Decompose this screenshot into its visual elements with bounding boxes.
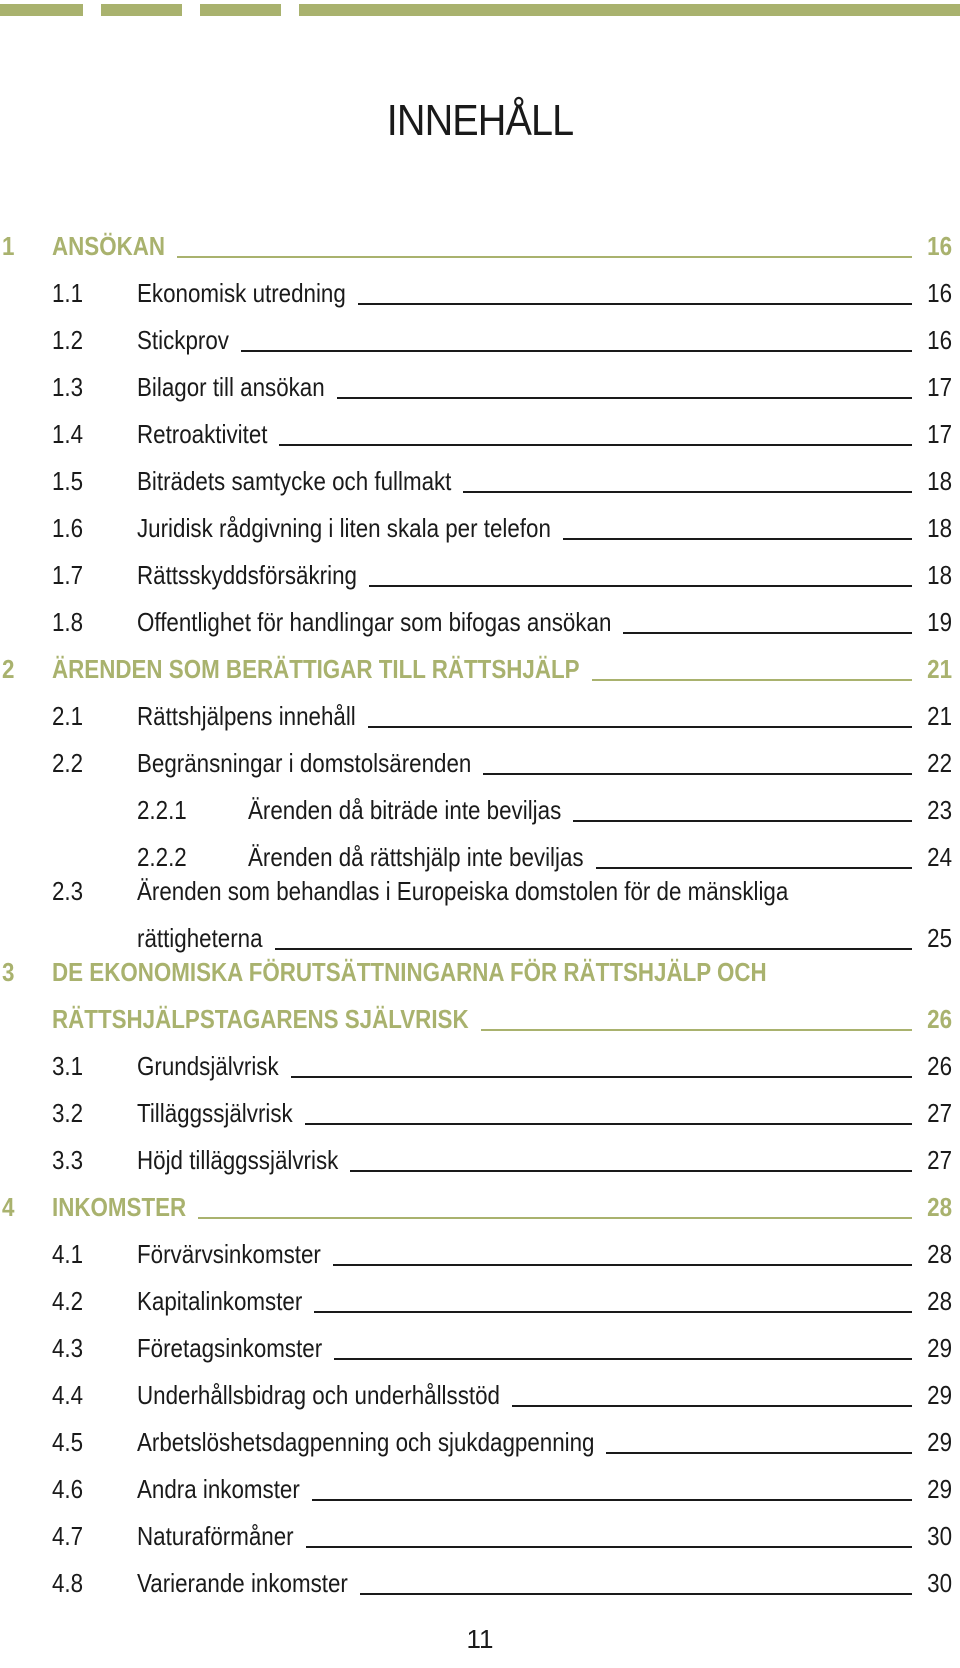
header-bar [101,4,182,16]
toc-leader [305,1123,912,1125]
toc-entry[interactable] [0,1136,960,1183]
toc-title: Ekonomisk utredning [137,278,346,308]
toc-title: Kapitalinkomster [137,1286,303,1316]
toc-title: Rättshjälpens innehåll [137,701,356,731]
toc-number: 4.8 [52,1568,84,1598]
toc-leader [350,1170,912,1172]
toc-title: Biträdets samtycke och fullmakt [137,466,452,496]
toc-number: 3.1 [52,1051,84,1081]
toc-entry[interactable] [0,457,960,504]
toc-page-number: 16 [927,325,952,355]
toc-page-number: 23 [927,795,952,825]
toc-page-number: 30 [927,1568,952,1598]
toc-leader [241,350,912,352]
toc-number: 4.4 [52,1380,84,1410]
toc-page-number: 26 [927,1004,952,1034]
toc-title: INKOMSTER [52,1192,187,1222]
table-of-contents [0,222,960,1606]
toc-number: 1.1 [52,278,84,308]
toc-title: ANSÖKAN [52,231,166,261]
header-bar [0,4,83,16]
toc-entry[interactable] [0,598,960,645]
toc-entry[interactable] [0,504,960,551]
toc-number: 4.7 [52,1521,84,1551]
toc-leader [312,1499,912,1501]
toc-entry[interactable] [0,1371,960,1418]
toc-title: Varierande inkomster [137,1568,348,1598]
toc-title: Höjd tilläggssjälvrisk [137,1145,339,1175]
toc-entry[interactable] [0,1089,960,1136]
toc-page-number: 26 [927,1051,952,1081]
toc-leader [333,1264,912,1266]
page-title: INNEHÅLL [386,96,574,145]
toc-entry[interactable] [0,833,960,880]
toc-title: Ärenden då biträde inte beviljas [248,795,562,825]
toc-leader [463,491,912,493]
toc-entry[interactable] [0,410,960,457]
toc-entry[interactable] [0,316,960,363]
toc-entry[interactable] [0,269,960,316]
toc-entry[interactable] [0,1277,960,1324]
toc-entry[interactable] [0,645,960,692]
toc-page-number: 29 [927,1333,952,1363]
toc-entry[interactable] [0,1465,960,1512]
toc-number: 1.7 [52,560,84,590]
toc-page-number: 24 [927,842,952,872]
toc-entry[interactable] [0,1042,960,1089]
toc-leader [198,1217,912,1219]
toc-title: Offentlighet för handlingar som bifogas ansökan [137,607,612,637]
toc-entry[interactable] [0,876,960,961]
toc-leader [306,1546,912,1548]
toc-entry[interactable] [0,1559,960,1606]
toc-title: DE EKONOMISKA FÖRUTSÄTTNINGARNA FÖR RÄTTSHJÄLP OCH [52,957,767,987]
toc-number: 1.2 [52,325,84,355]
toc-page-number: 29 [927,1427,952,1457]
toc-entry[interactable] [0,957,960,1042]
toc-title: Naturaförmåner [137,1521,294,1551]
toc-page-number: 25 [927,923,952,953]
toc-title: Ärenden som behandlas i Europeiska domstolen för de mänskliga [137,876,789,906]
toc-entry[interactable] [0,1324,960,1371]
header-bar [200,4,281,16]
toc-leader [337,397,912,399]
toc-leader [623,632,912,634]
page-number: 11 [466,1624,494,1654]
toc-title: Förvärvsinkomster [137,1239,321,1269]
toc-title: Rättsskyddsförsäkring [137,560,357,590]
toc-number: 1.4 [52,419,84,449]
toc-page-number: 18 [927,466,952,496]
toc-title-continued: rättigheterna [137,923,263,953]
toc-title: Företagsinkomster [137,1333,323,1363]
toc-title: Stickprov [137,325,229,355]
toc-number: 4 [2,1192,15,1222]
toc-leader [573,820,912,822]
toc-number: 2.2.2 [137,842,187,872]
toc-entry[interactable] [0,1418,960,1465]
toc-number: 2.1 [52,701,84,731]
toc-title: Arbetslöshetsdagpenning och sjukdagpenning [137,1427,595,1457]
toc-entry[interactable] [0,363,960,410]
toc-leader [177,256,912,258]
toc-page-number: 18 [927,560,952,590]
toc-leader [369,585,912,587]
toc-entry[interactable] [0,739,960,786]
toc-leader [314,1311,912,1313]
toc-page-number: 16 [927,231,952,261]
toc-number: 1 [2,231,15,261]
toc-leader [596,867,912,869]
toc-leader [275,948,912,950]
toc-number: 4.6 [52,1474,84,1504]
toc-leader [334,1358,912,1360]
toc-leader [606,1452,912,1454]
toc-page-number: 21 [927,654,952,684]
toc-page-number: 28 [927,1286,952,1316]
toc-title: Andra inkomster [137,1474,300,1504]
toc-number: 1.3 [52,372,84,402]
toc-entry[interactable] [0,1230,960,1277]
toc-title: Juridisk rådgivning i liten skala per telefon [137,513,551,543]
toc-leader [563,538,912,540]
toc-entry[interactable] [0,222,960,269]
toc-number: 2.2.1 [137,795,187,825]
toc-title: Ärenden då rättshjälp inte beviljas [248,842,584,872]
toc-title: Tilläggssjälvrisk [137,1098,293,1128]
toc-entry[interactable] [0,692,960,739]
toc-page-number: 27 [927,1098,952,1128]
toc-title: Retroaktivitet [137,419,268,449]
toc-number: 4.3 [52,1333,84,1363]
toc-entry[interactable] [0,786,960,833]
toc-title: Begränsningar i domstolsärenden [137,748,472,778]
toc-entry[interactable] [0,1512,960,1559]
toc-page-number: 17 [927,372,952,402]
toc-leader [360,1593,912,1595]
toc-page-number: 21 [927,701,952,731]
toc-number: 3.3 [52,1145,84,1175]
toc-leader [512,1405,912,1407]
toc-page-number: 27 [927,1145,952,1175]
toc-page-number: 28 [927,1239,952,1269]
toc-title-continued: RÄTTSHJÄLPSTAGARENS SJÄLVRISK [52,1004,469,1034]
toc-page-number: 28 [927,1192,952,1222]
toc-number: 4.2 [52,1286,84,1316]
toc-title: Bilagor till ansökan [137,372,325,402]
toc-page-number: 18 [927,513,952,543]
toc-leader [368,726,912,728]
header-bar [299,4,960,16]
header-decoration [0,4,960,16]
toc-entry[interactable] [0,1183,960,1230]
toc-leader [279,444,912,446]
toc-number: 3 [2,957,15,987]
toc-number: 2 [2,654,15,684]
toc-leader [592,679,912,681]
toc-number: 4.5 [52,1427,84,1457]
toc-leader [483,773,912,775]
toc-title: ÄRENDEN SOM BERÄTTIGAR TILL RÄTTSHJÄLP [52,654,580,684]
toc-page-number: 29 [927,1474,952,1504]
toc-number: 1.8 [52,607,84,637]
toc-leader [481,1029,912,1031]
toc-number: 1.5 [52,466,84,496]
toc-page-number: 19 [927,607,952,637]
toc-page-number: 17 [927,419,952,449]
toc-page-number: 30 [927,1521,952,1551]
toc-page-number: 16 [927,278,952,308]
toc-number: 2.2 [52,748,84,778]
toc-entry[interactable] [0,551,960,598]
toc-page-number: 22 [927,748,952,778]
toc-title: Underhållsbidrag och underhållsstöd [137,1380,500,1410]
toc-page-number: 29 [927,1380,952,1410]
toc-number: 3.2 [52,1098,84,1128]
toc-title: Grundsjälvrisk [137,1051,279,1081]
toc-leader [291,1076,912,1078]
toc-number: 4.1 [52,1239,84,1269]
toc-number: 1.6 [52,513,84,543]
toc-leader [358,303,912,305]
toc-number: 2.3 [52,876,84,906]
